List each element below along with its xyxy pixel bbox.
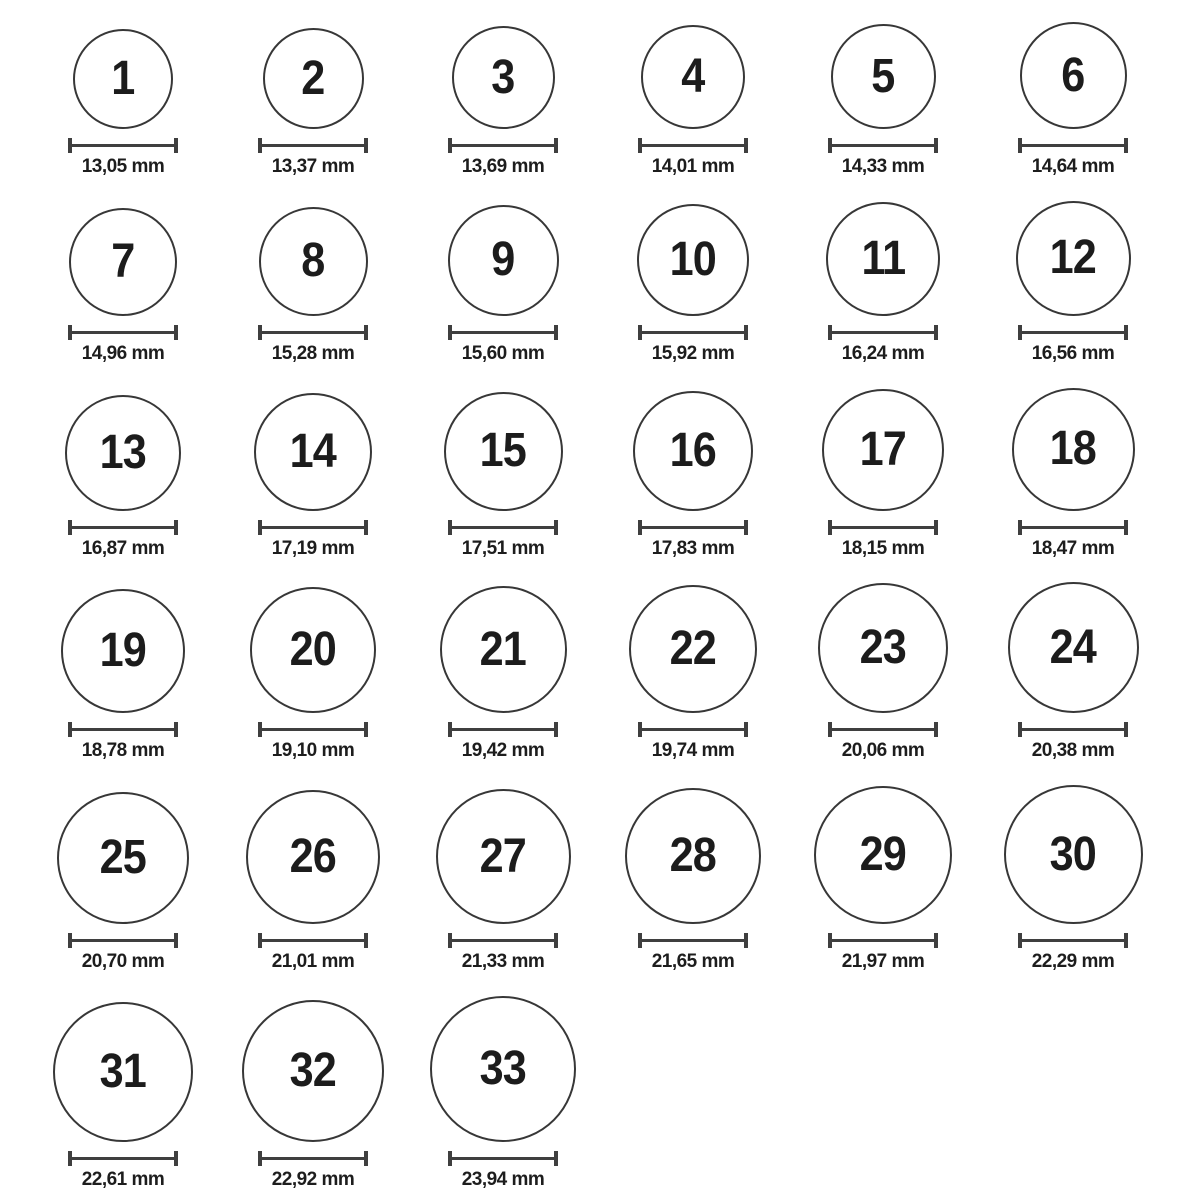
diameter-label: 15,60 mm: [461, 342, 545, 364]
ring-size-number: 6: [1061, 48, 1085, 102]
diameter-label: 19,10 mm: [271, 740, 355, 762]
ring-size-number: 23: [859, 621, 907, 675]
ring-size-cell: [28, 589, 218, 763]
diameter-dimension-line: [68, 138, 178, 153]
ring-size-number: 19: [99, 624, 147, 678]
diameter-label: 20,70 mm: [81, 951, 165, 973]
diameter-dimension-line: [638, 722, 748, 737]
diameter-dimension-line: [448, 933, 558, 948]
diameter-dimension-line: [828, 722, 938, 737]
ring-size-cell: [218, 28, 408, 179]
diameter-label: 22,92 mm: [271, 1168, 355, 1190]
ring-size-number: 13: [99, 425, 147, 479]
diameter-dimension-line: [68, 1151, 178, 1166]
ring-size-number: 21: [479, 622, 527, 676]
diameter-label: 15,28 mm: [271, 342, 355, 364]
ring-size-number: 8: [301, 234, 325, 288]
ring-size-number: 29: [859, 828, 907, 882]
ring-size-number: 25: [99, 831, 147, 885]
ring-circle: [633, 391, 753, 511]
ring-size-cell: [28, 208, 218, 366]
ring-size-cell: [408, 586, 598, 763]
diameter-label: 23,94 mm: [461, 1168, 545, 1190]
diameter-label: 14,01 mm: [651, 156, 735, 177]
ring-circle: [69, 208, 177, 316]
ring-circle: [57, 792, 189, 924]
ring-size-cell: [598, 25, 788, 179]
diameter-dimension-line: [1018, 520, 1128, 535]
diameter-label: 16,24 mm: [841, 342, 925, 364]
diameter-label: 13,37 mm: [271, 156, 355, 177]
diameter-label: 22,61 mm: [81, 1168, 165, 1190]
ring-circle: [625, 788, 761, 924]
diameter-dimension-line: [258, 1151, 368, 1166]
ring-size-cell: [598, 204, 788, 366]
ring-circle: [53, 1002, 193, 1142]
ring-size-number: 32: [289, 1043, 337, 1097]
ring-size-number: 31: [99, 1044, 147, 1098]
diameter-label: 14,64 mm: [1031, 156, 1115, 177]
ring-size-number: 27: [479, 829, 527, 883]
ring-size-cell: [408, 789, 598, 974]
ring-size-number: 4: [681, 50, 705, 103]
ring-size-row: [28, 785, 1172, 974]
ring-size-cell: [978, 388, 1168, 561]
ring-circle: [250, 587, 376, 713]
ring-circle: [440, 586, 567, 713]
ring-size-cell: [598, 788, 788, 974]
diameter-label: 21,97 mm: [841, 951, 925, 973]
diameter-dimension-line: [68, 933, 178, 948]
ring-size-cell: [218, 207, 408, 366]
ring-size-row: [28, 582, 1172, 763]
diameter-label: 21,65 mm: [651, 951, 735, 973]
ring-size-cell: [598, 585, 788, 763]
ring-circle: [259, 207, 368, 316]
ring-circle: [254, 393, 372, 511]
ring-circle: [822, 389, 944, 511]
diameter-label: 17,83 mm: [651, 537, 735, 559]
ring-size-number: 28: [669, 829, 717, 883]
ring-circle: [436, 789, 571, 924]
ring-size-number: 33: [479, 1041, 527, 1095]
diameter-label: 20,38 mm: [1031, 740, 1115, 762]
ring-size-number: 7: [111, 234, 135, 288]
ring-size-number: 20: [289, 623, 337, 677]
ring-circle: [430, 996, 576, 1142]
diameter-dimension-line: [1018, 325, 1128, 340]
ring-size-number: 18: [1049, 422, 1097, 476]
diameter-dimension-line: [638, 138, 748, 153]
diameter-label: 18,15 mm: [841, 537, 925, 559]
ring-size-number: 24: [1049, 620, 1097, 674]
ring-size-cell: [978, 582, 1168, 763]
ring-size-cell: [978, 22, 1168, 179]
diameter-dimension-line: [1018, 722, 1128, 737]
ring-size-cell: [408, 996, 598, 1192]
ring-size-number: 2: [301, 51, 325, 105]
ring-size-number: 15: [479, 424, 527, 478]
ring-size-cell: [218, 790, 408, 974]
diameter-dimension-line: [258, 722, 368, 737]
ring-circle: [444, 392, 563, 511]
diameter-dimension-line: [828, 933, 938, 948]
diameter-label: 15,92 mm: [651, 342, 735, 364]
ring-circle: [452, 26, 555, 129]
ring-circle: [73, 29, 173, 129]
diameter-dimension-line: [258, 138, 368, 153]
ring-size-cell: [28, 792, 218, 974]
diameter-dimension-line: [448, 1151, 558, 1166]
ring-size-number: 1: [111, 52, 135, 105]
diameter-label: 21,01 mm: [271, 951, 355, 973]
ring-circle: [826, 202, 940, 316]
ring-size-number: 16: [669, 423, 717, 477]
diameter-dimension-line: [448, 722, 558, 737]
ring-size-row: [28, 201, 1172, 366]
ring-circle: [242, 1000, 384, 1142]
ring-size-cell: [788, 786, 978, 974]
ring-circle: [629, 585, 757, 713]
diameter-label: 19,74 mm: [651, 740, 735, 762]
diameter-dimension-line: [1018, 933, 1128, 948]
diameter-dimension-line: [448, 325, 558, 340]
ring-circle: [1016, 201, 1131, 316]
ring-size-cell: [788, 583, 978, 763]
ring-size-number: 14: [289, 424, 337, 478]
ring-size-cell: [218, 393, 408, 561]
ring-circle: [1012, 388, 1135, 511]
diameter-dimension-line: [828, 325, 938, 340]
ring-size-number: 3: [491, 50, 515, 104]
ring-size-cell: [598, 391, 788, 561]
ring-circle: [1004, 785, 1143, 924]
diameter-label: 21,33 mm: [461, 951, 545, 973]
ring-size-number: 22: [669, 622, 717, 676]
ring-size-cell: [408, 392, 598, 561]
diameter-label: 16,56 mm: [1031, 342, 1115, 364]
ring-size-cell: [408, 205, 598, 366]
diameter-dimension-line: [448, 138, 558, 153]
diameter-label: 22,29 mm: [1031, 951, 1115, 973]
ring-circle: [61, 589, 185, 713]
diameter-label: 18,78 mm: [81, 740, 165, 762]
diameter-dimension-line: [68, 722, 178, 737]
ring-size-row: [28, 22, 1172, 179]
ring-size-cell: [28, 1002, 218, 1192]
diameter-dimension-line: [68, 520, 178, 535]
ring-circle: [246, 790, 380, 924]
ring-circle: [65, 395, 181, 511]
diameter-dimension-line: [638, 325, 748, 340]
diameter-label: 16,87 mm: [81, 537, 165, 559]
diameter-label: 19,42 mm: [461, 740, 545, 762]
diameter-label: 17,51 mm: [461, 537, 545, 559]
ring-size-cell: [978, 785, 1168, 974]
diameter-dimension-line: [1018, 138, 1128, 153]
ring-size-cell: [28, 395, 218, 561]
ring-size-number: 5: [871, 49, 895, 103]
ring-circle: [448, 205, 559, 316]
ring-size-cell: [218, 587, 408, 763]
ring-size-number: 10: [669, 232, 717, 286]
diameter-label: 14,33 mm: [841, 156, 925, 177]
diameter-dimension-line: [638, 520, 748, 535]
ring-size-cell: [28, 29, 218, 179]
ring-size-cell: [218, 1000, 408, 1192]
ring-size-number: 17: [859, 422, 907, 476]
ring-size-number: 11: [861, 231, 905, 285]
diameter-label: 18,47 mm: [1031, 537, 1115, 559]
diameter-dimension-line: [828, 520, 938, 535]
ring-size-cell: [978, 201, 1168, 366]
diameter-dimension-line: [258, 325, 368, 340]
diameter-label: 17,19 mm: [271, 537, 355, 559]
ring-size-number: 9: [491, 233, 515, 287]
diameter-label: 14,96 mm: [81, 342, 165, 364]
ring-size-number: 26: [289, 830, 337, 884]
diameter-label: 13,05 mm: [81, 156, 165, 177]
diameter-dimension-line: [638, 933, 748, 948]
ring-size-cell: [788, 202, 978, 366]
ring-size-grid: [28, 22, 1172, 1192]
ring-size-row: [28, 996, 1172, 1192]
ring-size-cell: [788, 24, 978, 179]
ring-circle: [814, 786, 952, 924]
ring-size-cell: [408, 26, 598, 179]
diameter-dimension-line: [258, 520, 368, 535]
ring-circle: [831, 24, 936, 129]
diameter-label: 20,06 mm: [841, 740, 925, 762]
diameter-dimension-line: [448, 520, 558, 535]
ring-size-number: 30: [1049, 827, 1097, 881]
diameter-dimension-line: [828, 138, 938, 153]
diameter-dimension-line: [68, 325, 178, 340]
ring-size-cell: [788, 389, 978, 561]
diameter-label: 13,69 mm: [461, 156, 545, 177]
ring-circle: [1020, 22, 1127, 129]
ring-size-row: [28, 388, 1172, 561]
ring-circle: [641, 25, 745, 129]
ring-circle: [1008, 582, 1139, 713]
diameter-dimension-line: [258, 933, 368, 948]
ring-circle: [263, 28, 364, 129]
ring-circle: [818, 583, 948, 713]
ring-size-number: 12: [1049, 231, 1097, 285]
ring-circle: [637, 204, 749, 316]
